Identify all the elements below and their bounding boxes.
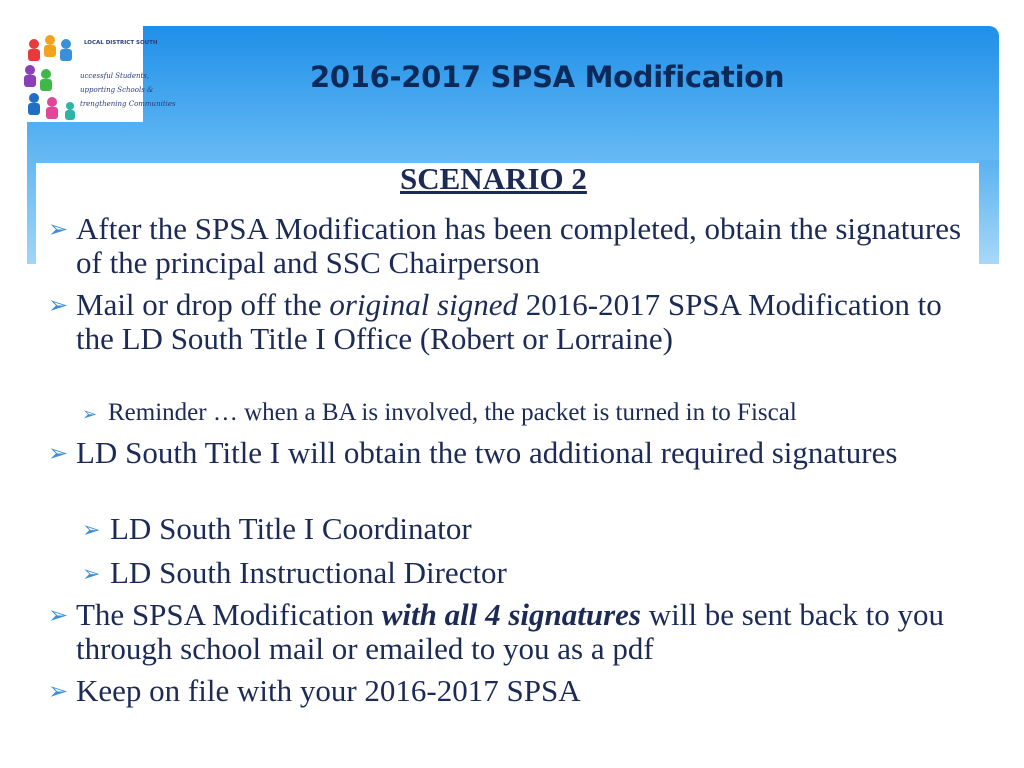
bullet-text <box>76 598 968 666</box>
logo-district-name: LOCAL DISTRICT SOUTH <box>84 40 158 46</box>
bullet-item <box>48 436 968 470</box>
arrowhead-bullet-icon: ➢ <box>48 439 69 467</box>
bullet-text: LD South Title I Coordinator <box>110 511 472 546</box>
scenario-heading: SCENARIO 2 <box>400 161 587 196</box>
emphasis-text: original signed <box>329 287 518 322</box>
arrowhead-bullet-icon: ➢ <box>48 291 69 319</box>
logo-motto-line-3: trengthening Communities <box>80 100 176 108</box>
logo-motto-line-2: upporting Schools & <box>80 86 154 94</box>
emphasis-text: with all 4 signatures <box>381 597 641 632</box>
bullet-text <box>76 288 968 356</box>
bullet-text: After the SPSA Modification has been completed, obtain the signatures of the principal and SSC Chairperson <box>76 211 962 280</box>
sub-bullet-item <box>82 556 962 590</box>
bullet-text-part: Mail or drop off the <box>76 287 330 322</box>
arrowhead-bullet-icon: ➢ <box>82 404 98 425</box>
bullet-item <box>48 288 968 356</box>
arrowhead-bullet-icon: ➢ <box>48 215 69 243</box>
bullet-text: LD South Instructional Director <box>110 555 507 590</box>
district-logo <box>18 26 176 122</box>
sub-bullet-item <box>82 398 972 428</box>
bullet-text-part: 2016-2017 SPSA Modification to the LD South Title I Office (Robert or Lorraine) <box>76 287 942 356</box>
sub-bullet-item <box>82 512 962 546</box>
arrowhead-bullet-icon: ➢ <box>82 518 101 543</box>
bullet-item <box>48 212 968 280</box>
arrowhead-bullet-icon: ➢ <box>82 562 101 587</box>
header-band-edge <box>979 160 999 264</box>
bullet-text: LD South Title I will obtain the two additional required signatures <box>76 435 898 470</box>
bullet-item <box>48 674 968 708</box>
slide-title: 2016-2017 SPSA Modification <box>310 60 785 94</box>
arrowhead-bullet-icon: ➢ <box>48 677 69 705</box>
logo-motto-line-1: uccessful Students, <box>80 72 150 80</box>
arrowhead-bullet-icon: ➢ <box>48 601 69 629</box>
bullet-text-part: The SPSA Modification <box>76 597 382 632</box>
bullet-text: Reminder … when a BA is involved, the packet is turned in to Fiscal <box>108 399 797 426</box>
bullet-text: Keep on file with your 2016-2017 SPSA <box>76 673 581 708</box>
bullet-item <box>48 598 968 666</box>
bullet-text-part: will be sent back to you through school mail or emailed to you as a pdf <box>76 597 945 666</box>
